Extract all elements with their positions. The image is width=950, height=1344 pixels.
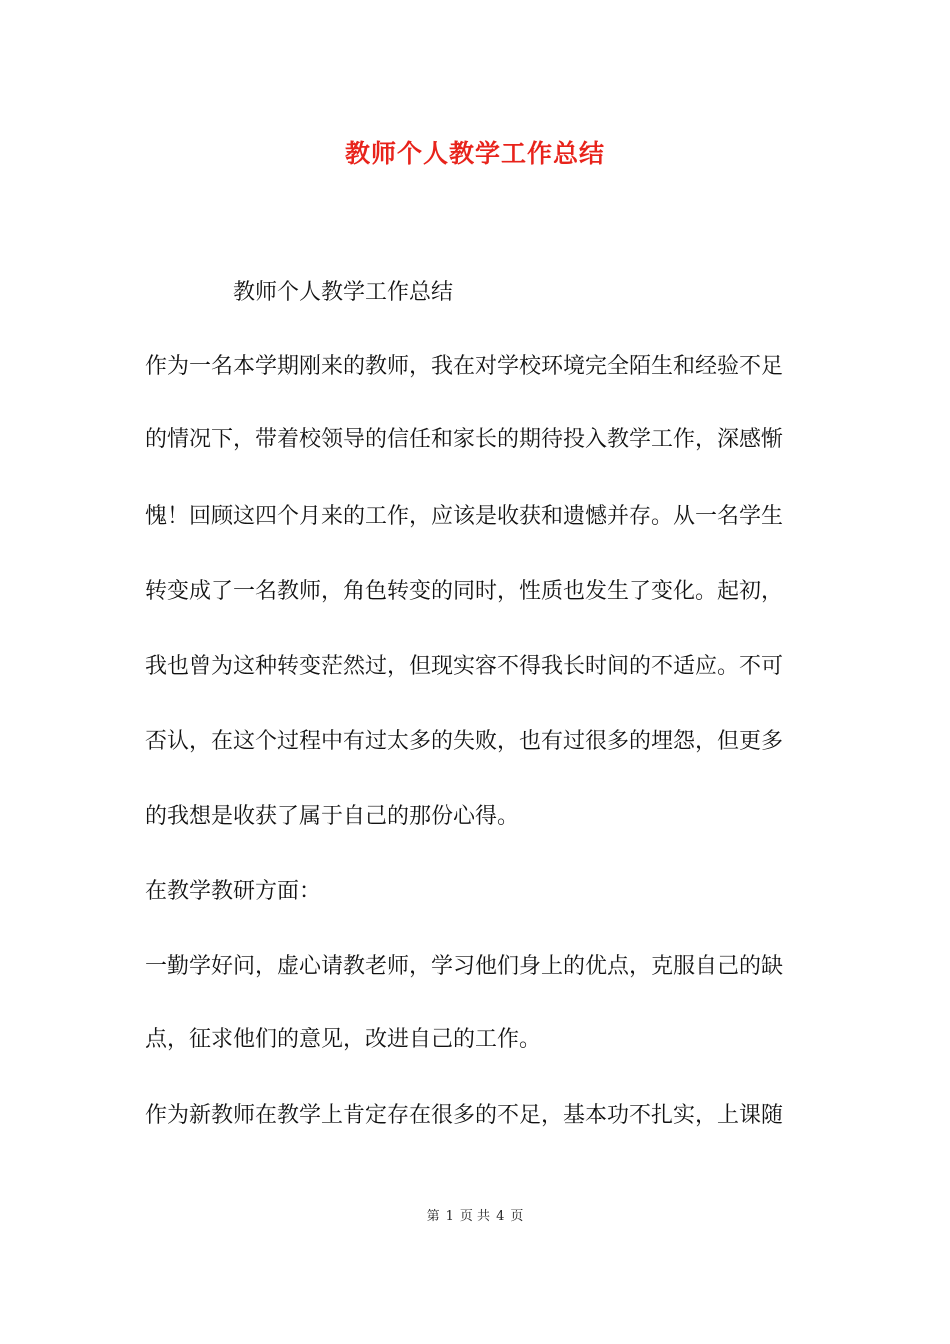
footer-suffix: 页 xyxy=(510,1209,524,1224)
body-line: 作为一名本学期刚来的教师，我在对学校环境完全陌生和经验不足 xyxy=(145,354,784,379)
body-line: 的我想是收获了属于自己的那份心得。 xyxy=(145,804,520,829)
footer-middle: 页 共 xyxy=(459,1209,491,1224)
body-line: 一勤学好问，虚心请教老师，学习他们身上的优点，克服自己的缺 xyxy=(145,954,784,979)
body-line: 转变成了一名教师，角色转变的同时，性质也发生了变化。起初， xyxy=(145,579,784,604)
body-line: 的情况下，带着校领导的信任和家长的期待投入教学工作，深感惭 xyxy=(145,427,784,452)
body-line: 愧！回顾这四个月来的工作，应该是收获和遗憾并存。从一名学生 xyxy=(145,504,784,529)
body-line: 点，征求他们的意见，改进自己的工作。 xyxy=(145,1027,542,1052)
footer-total-pages: 4 xyxy=(496,1209,505,1224)
document-title: 教师个人教学工作总结 xyxy=(344,139,605,168)
footer-prefix: 第 xyxy=(426,1209,440,1224)
section-heading: 在教学教研方面： xyxy=(145,879,322,904)
page-footer xyxy=(0,1207,950,1227)
document-subtitle: 教师个人教学工作总结 xyxy=(233,280,454,305)
body-line: 否认，在这个过程中有过太多的失败，也有过很多的埋怨，但更多 xyxy=(145,729,784,754)
footer-current-page: 1 xyxy=(445,1209,454,1224)
body-line: 我也曾为这种转变茫然过，但现实容不得我长时间的不适应。不可 xyxy=(145,654,784,679)
body-line: 作为新教师在教学上肯定存在很多的不足，基本功不扎实，上课随 xyxy=(145,1103,784,1128)
